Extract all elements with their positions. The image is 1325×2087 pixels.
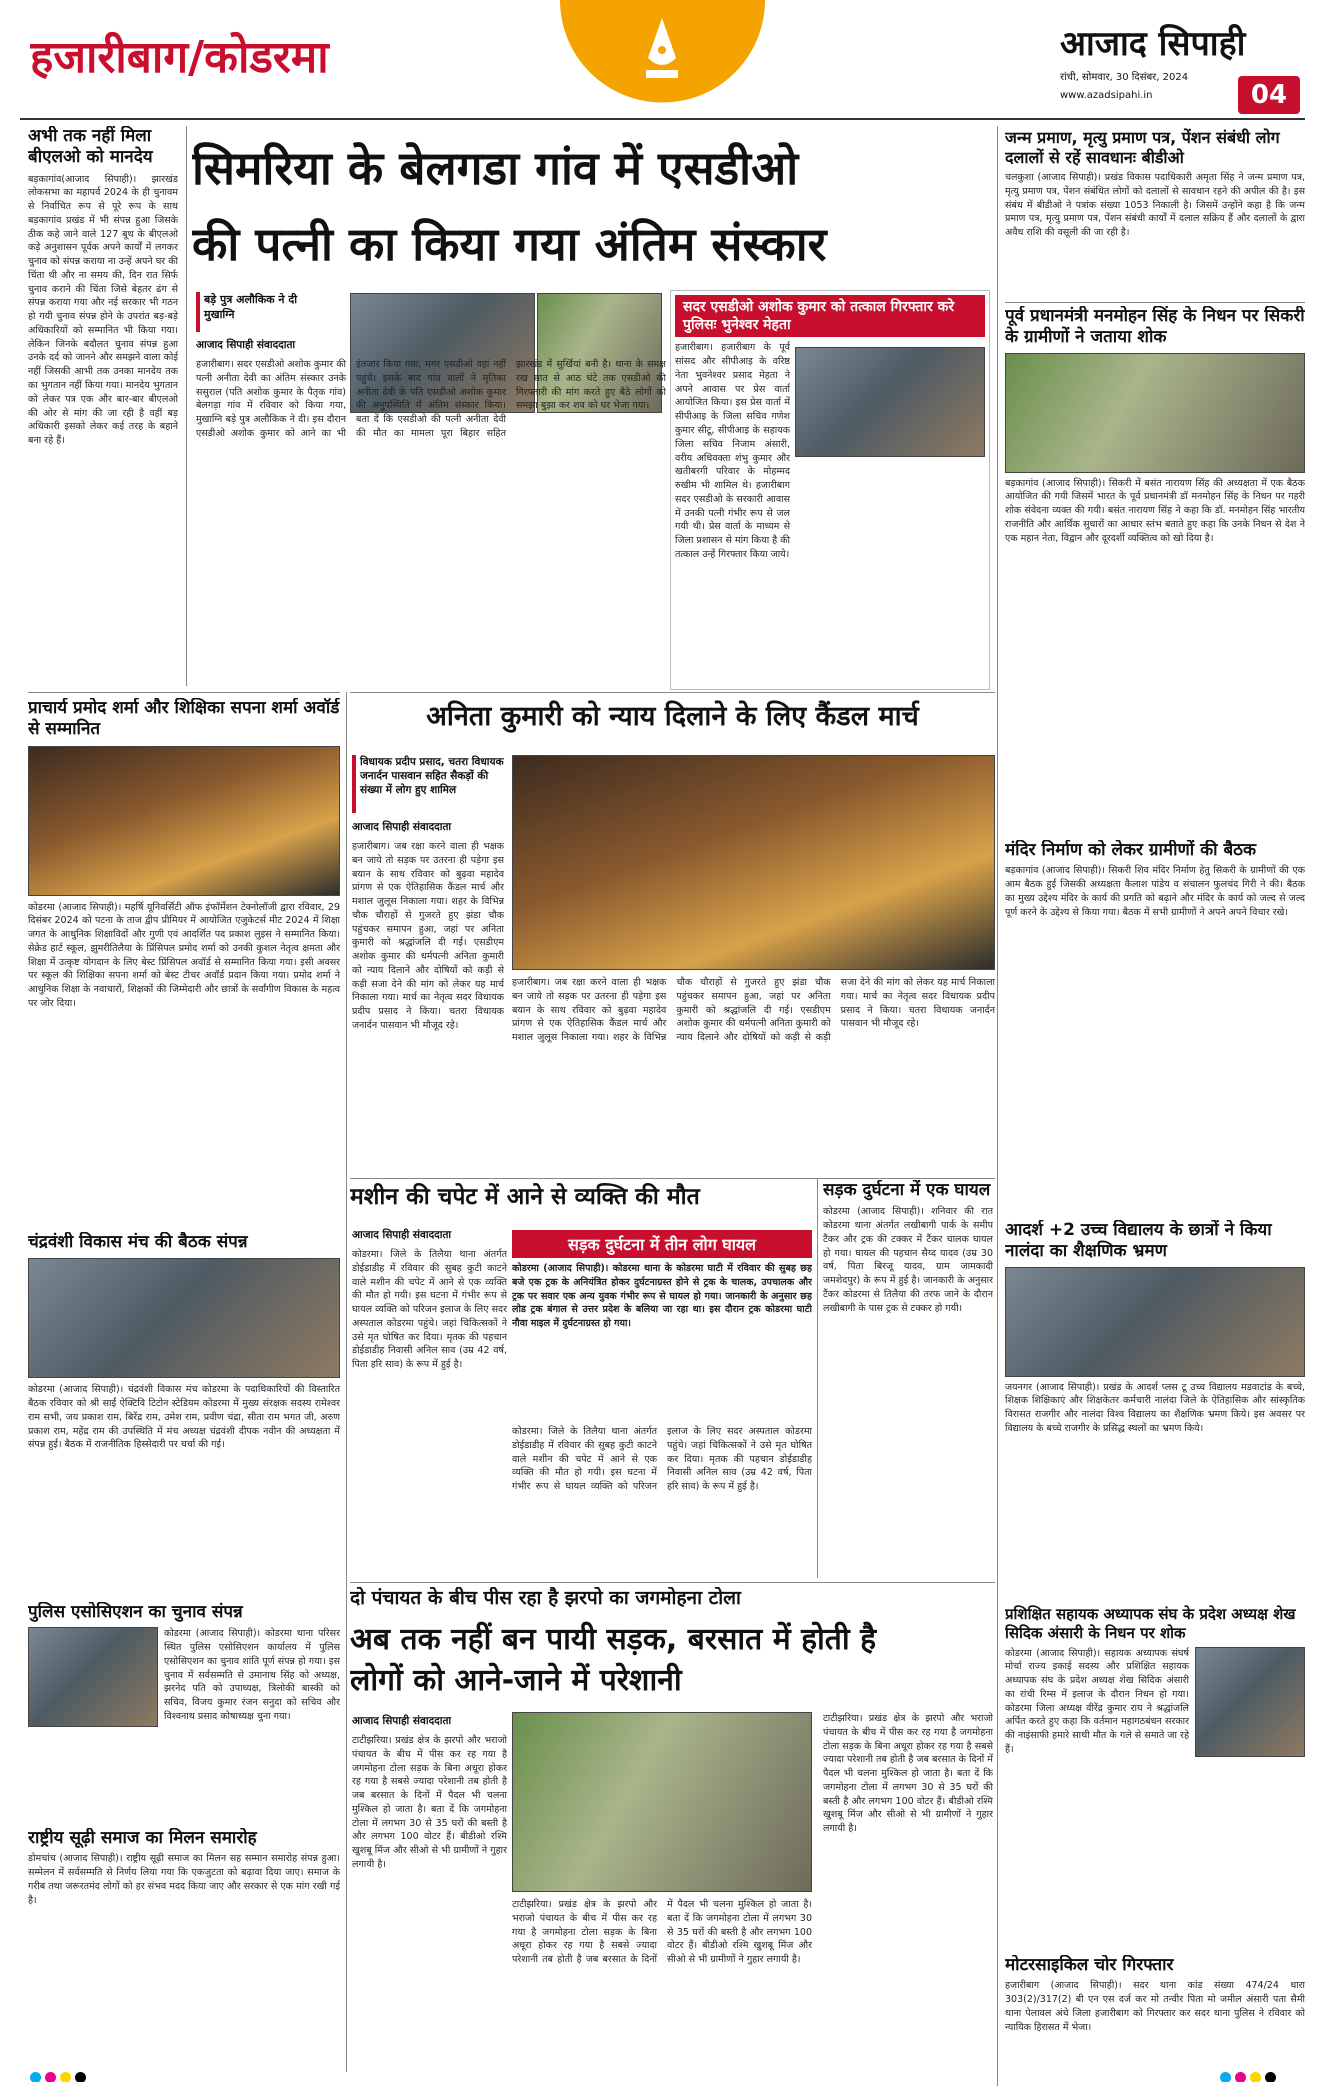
masthead-divider	[20, 118, 1305, 120]
machine-body-cont	[512, 1425, 812, 1578]
lead-body: हजारीबाग। सदर एसडीओ अशोक कुमार की पत्नी अनीता देवी का अंतिम संस्कार उनके ससुराल (पति अशोक कुमार के पैतृक गांव) बेलगड़ा गांव में रविवार को किया गया, मुखाग्नि बड़े पुत्र अलौकिक ने दी। इस दौरान एसडीओ अशोक कुमार को आने का भी इंतजार किया गया, मगर एसडीओ वहां नहीं पहुंचे। इसके बाद गांव वालों ने मृतिका अनीता देवी के पति एसडीओ अशोक कुमार की अनुपस्थिति में अंतिम संस्कार किया। बता दें कि एसडीओ की पत्नी अनीता देवी की मौत का मामला पूरा बिहार सहित झारखंड में सुर्खियां बनी है। थाना के समक्ष रख सात से आठ घंटे तक एसडीओ की गिरफ्तारी की मांग करते हुए बैठे लोगों को समझा बुझा कर शव को घर भेजा गया।	[196, 359, 666, 439]
divider	[350, 1582, 995, 1583]
headline: राष्ट्रीय सूढ़ी समाज का मिलन समारोह	[28, 1828, 257, 1848]
road-body-text: टाटीझरिया। प्रखंड क्षेत्र के झरपो और भराजो पंचायत के बीच में पीस कर रह गया है जगमोहना टोला सड़क के बिना अधूरा होकर रह गया है सबसे ज्यादा परेशानी तब होती है जब बरसात के दिनों में पैदल भी चलना मुश्किल हो जाता है। बता दें कि जगमोहना टोला में लगभग 30 से 35 घरों की बस्ती है और लगभग 100 वोटर हैं। बीडीओ रश्मि खुशबू मिंज और सीओ से भी ग्रामीणों ने गुहार लगायी है।	[823, 1713, 993, 1835]
headline: सड़क दुर्घटना में एक घायल	[823, 1180, 991, 1200]
road-body-text: टाटीझरिया। प्रखंड क्षेत्र के झरपो और भराजो पंचायत के बीच में पीस कर रह गया है जगमोहना टोला सड़क के बिना अधूरा होकर रह गया है सबसे ज्यादा परेशानी तब होती है जब बरसात के दिनों में पैदल भी चलना मुश्किल हो जाता है। बता दें कि जगमोहना टोला में लगभग 30 से 35 घरों की बस्ती है और लगभग 100 वोटर हैं। बीडीओ रश्मि खुशबू मिंज और सीओ से भी ग्रामीणों ने गुहार लगायी है।	[512, 1899, 812, 1966]
road-body-cont	[512, 1898, 812, 2064]
police-association-story	[28, 1602, 340, 1822]
sidebox-headline: सदर एसडीओ अशोक कुमार को तत्काल गिरफ्तार करे पुलिसः भुनेश्वर मेहता	[675, 295, 985, 337]
article-body: बड़कागांव(आजाद सिपाही)। झारखंड लोकसभा का महापर्व 2024 के ही चुनावम से निर्वाचित रूप से पूरे रूप के साथ बड़कागांव प्रखंड में भी संपन्न हुआ जिसके ठीक कहे जाने वाले 127 बूथ के बीएलओ कड़े अनुशासन पूर्वक अपने कार्यों में लगकर चुनाव को संपन्न कराया ना उन्हें अपने घर की चिंता थी और ना समय की, दिन रात सिर्फ चुनाव कराने की चिंता जिसे बेहतर ढंग से संपन्न कराया गया और नई सरकार भी गठन हो गयी चुनाव संपन्न होने के उपरांत बड़-बड़े अधिकारियों को सम्मानित भी किया गया। लेकिन जिनके बदौलत चुनाव संपन्न हुआ उनके दर्द को जानने और समझने वाला कोई नहीं जिसकी आभी तक उनका मानदेय तक का भुगतान नहीं किया गया। मानदेय भुगतान को लेकर पत्र एक और बार-बार बीएलओ की ओर से मांग की जा रही है वहीं बड़ अधिकारी इसको लेकर कई तरह के बहाने बना रहे हैं।	[28, 173, 178, 447]
road-photo	[512, 1712, 812, 1892]
candle-kicker: विधायक प्रदीप प्रसाद, चतरा विधायक जनार्दन पासवान सहित सैकड़ों की संख्या में लोग हुए शामिल	[352, 755, 504, 813]
divider	[350, 692, 995, 693]
lead-kicker: बड़े पुत्र अलौकिक ने दी मुखाग्नि	[196, 292, 326, 332]
article-body: कोडरमा (आजाद सिपाही)। सहायक अध्यापक संघर्ष मोर्चा राज्य इकाई सदस्य और प्रशिक्षित सहायक अध्यापक संघ के प्रदेश अध्यक्ष शेख सिदिक अंसारी का रांची रिम्स में इलाज के दौरान निधन हो गया। कोडरमा जिला अध्यक्ष वीरेंद्र कुमार राय ने श्रद्धांजलि अर्पित करते हुए कहा कि वर्तमान महागठबंधन सरकार की नाइंसाफी हमारे साथी मौत के गले से समाते जा रहे हैं।	[1005, 1647, 1189, 1755]
article-body: बड़कागांव (आजाद सिपाही)। सिकरी शिव मंदिर निर्माण हेतु सिकरी के ग्रामीणों की एक आम बैठक हुई जिसकी अध्यक्षता कैलाश पांडेय व संचालन फुलचंद गिरी ने की। बैठक का मुख्य उद्देश्य मंदिर के कार्य की प्रगति को बढ़ाने और मंदिर के कार्य को जल्द से जल्द पूर्ण करने के उद्देश्य से किया गया। बैठक में सभी ग्रामीणों ने अपने अपने विचार रखे।	[1005, 865, 1305, 918]
headline: आदर्श +2 उच्च विद्यालय के छात्रों ने किया नालंदा का शैक्षणिक भ्रमण	[1005, 1220, 1272, 1262]
pen-nib-logo-icon	[560, 0, 765, 110]
candle-march-photo	[512, 755, 995, 970]
accident2-story	[823, 1180, 993, 1578]
machine-headline: मशीन की चपेट में आने से व्यक्ति की मौत	[350, 1184, 700, 1210]
right-story-3	[1005, 840, 1305, 1215]
headline: मोटरसाइकिल चोर गिरफ्तार	[1005, 1955, 1174, 1975]
redbar-body: कोडरमा (आजाद सिपाही)। कोडरमा थाना के कोडरमा घाटी में रविवार की सुबह छह बजे एक ट्रक के अनियंत्रित होकर दुर्घटनाग्रस्त होने से ट्रक के चालक, उपचालक और ट्रक पर सवार एक अन्य युवक गंभीर रूप से घायल हो गया। जानकारी के अनुसार छह लोड ट्रक बंगाल से उत्तर प्रदेश के बलिया जा रहा था। इस दौरान ट्रक कोडरमा घाटी नौवा माइल में दुर्घटनाग्रस्त हो गया।	[512, 1263, 812, 1330]
divider	[28, 692, 340, 693]
candle-headline: अनिता कुमारी को न्याय दिलाने के लिए कैंडल मार्च	[426, 701, 919, 732]
headline: चंद्रवंशी विकास मंच की बैठक संपन्न	[28, 1232, 248, 1252]
lead-headline-line2: की पत्नी का किया गया अंतिम संस्कार	[192, 217, 827, 271]
paper-name: आजाद सिपाही	[1060, 24, 1246, 64]
website[interactable]: www.azadsipahi.in	[1060, 90, 1153, 101]
article-body: हजारीबाग (आजाद सिपाही)। सदर थाना कांड संख्या 474/24 धारा 303(2)/317(2) बी एन एस दर्ज कर मो तन्वीर पिता मो जमील अंसारी पता सैमी थाना पेलावल अंचे जिला हजारीबाग को गिरफ्तार कर सदर थाना पुलिस ने रविवार को न्यायिक हिरासत में भेजा।	[1005, 1980, 1305, 2033]
divider	[350, 1178, 995, 1179]
headline: जन्म प्रमाण, मृत्यु प्रमाण पत्र, पेंशन संबंधी लोग दलालों से रहें सावधानः बीडीओ	[1005, 128, 1280, 167]
chandravanshi-story	[28, 1232, 340, 1597]
article-body: कोडरमा (आजाद सिपाही)। कोडरमा थाना परिसर स्थित पुलिस एसोसिएशन कार्यालय में पुलिस एसोसिएशन का चुनाव शांति पूर्ण संपन्न हो गया। इस चुनाव में सर्वसम्मति से उमानाथ सिंह को अध्यक्ष, झरनेद पति को उपाध्यक्ष, त्रिलोकी बास्की को सचिव, विजय कुमार रंजन सनुदा को सचिव और विश्वनाथ प्रसाद कोषाध्यक्ष चुना गया।	[164, 1628, 340, 1722]
article-body: डोमचांच (आजाद सिपाही)। राष्ट्रीय सूढ़ी समाज का मिलन सह सम्मान समारोह संपन्न हुआ। सम्मेलन में सर्वसम्मति से निर्णय लिया गया कि एकजुटता को बढ़ावा दिया जाए। समाज के गरीब तथा जरूरतमंद लोगों को हर संभव मदद किया जाए और सरकार से एक मांग रखी गई है।	[28, 1853, 340, 1906]
sidebox	[670, 290, 990, 690]
right-story-5	[1005, 1605, 1305, 1950]
right-story-6	[1005, 1955, 1305, 2060]
sidebox-body: हजारीबाग। हजारीबाग के पूर्व सांसद और सीपीआइ के वरिष्ठ नेता भुवनेश्वर प्रसाद मेहता ने अपने आवास पर प्रेस वार्ता आयोजित किया। इस प्रेस वार्ता में सीपीआइ के जिला सचिव गणेश कुमार सीटू, सीपीआइ के सहायक जिला सचिव निजाम अंसारी, वरीय अधिवक्ता शंभु कुमार और खतीबरगी परिवार के मोहम्मद रुखीम भी शामिल थे। हजारीबाग सदर एसडीओ के सरकारी आवास में उनकी पत्नी गंभीर रूप से जल गयी थी। प्रेस वार्ता के माध्यम से जिला प्रशासन से मांग किया है की तत्काल उन्हें गिरफ्तार किया जाये।	[675, 342, 790, 560]
right-story-1	[1005, 128, 1305, 300]
column-divider	[817, 1178, 818, 1578]
divider	[1005, 302, 1305, 303]
road-byline: आजाद सिपाही संवाददाता	[352, 1715, 452, 1727]
color-registration-dots	[30, 2068, 130, 2082]
right-story-4	[1005, 1220, 1305, 1600]
police-photo	[28, 1627, 158, 1727]
left-column	[28, 126, 178, 686]
redbar-headline: सड़क दुर्घटना में तीन लोग घायल	[512, 1230, 812, 1258]
road-headline: अब तक नहीं बन पायी सड़क, बरसात में होती है लोगों को आने-जाने में परेशानी	[350, 1622, 877, 1698]
lead-headline	[192, 130, 992, 290]
candle-body-cont	[512, 976, 995, 1172]
road-body-col3	[823, 1712, 993, 2064]
portrait-photo	[1195, 1647, 1305, 1757]
road-body: टाटीझरिया। प्रखंड क्षेत्र के झरपो और भराजो पंचायत के बीच में पीस कर रह गया है जगमोहना टोला सड़क के बिना अधूरा होकर रह गया है सबसे ज्यादा परेशानी तब होती है जब बरसात के दिनों में पैदल भी चलना मुश्किल हो जाता है। बता दें कि जगमोहना टोला में लगभग 30 से 35 घरों की बस्ती है और लगभग 100 वोटर हैं। बीडीओ रश्मि खुशबू मिंज और सीओ से भी ग्रामीणों ने गुहार लगायी है।	[352, 1735, 507, 1870]
machine-body: कोडरमा। जिले के तिलैया थाना अंतर्गत डोईडाडीह में रविवार की सुबह कुटी काटने वाले मशीन की चपेट में आने से एक व्यक्ति की मौत हो गयी। इस घटना में गंभीर रूप से घायल व्यक्ति को परिजन इलाज के लिए सदर अस्पताल कोडरमा पहुंचे। जहां चिकित्सकों ने उसे मृत घोषित कर दिया। मृतक की पहचान डोईडाडीह निवासी अनिल साव (उम्र 42 वर्ष, पिता हरि साव) के रूप में हुई है।	[352, 1249, 507, 1371]
lead-byline: आजाद सिपाही संवाददाता	[196, 339, 296, 351]
dateline: रांची, सोमवार, 30 दिसंबर, 2024	[1060, 72, 1189, 83]
article-body: जयनगर (आजाद सिपाही)। प्रखंड के आदर्श प्लस टू उच्च विद्यालय मडवाटांड के बच्चे, शिक्षक शिक्षिकाएं और शिक्षकेतर कर्मचारी नालंदा जिले के ऐतिहासिक और सांस्कृतिक विरासत राजगीर और नालंदा विश्व विद्यालय का शैक्षणिक भ्रमण किये। इस अवसर पर विद्यालय के बच्चे राजगीर के प्रसिद्ध स्थलों का भ्रमण किये।	[1005, 1381, 1305, 1434]
headline: मंदिर निर्माण को लेकर ग्रामीणों की बैठक	[1005, 840, 1257, 860]
candle-byline: आजाद सिपाही संवाददाता	[352, 821, 452, 833]
color-registration-dots	[1220, 2068, 1320, 2082]
condolence-meeting-photo	[1005, 353, 1305, 473]
page-number: 04	[1238, 76, 1300, 114]
headline: प्रशिक्षित सहायक अध्यापक संघ के प्रदेश अध्यक्ष शेख सिदिक अंसारी के निधन पर शोक	[1005, 1605, 1296, 1642]
headline: पूर्व प्रधानमंत्री मनमोहन सिंह के निधन पर सिकरी के ग्रामीणों ने जताया शोक	[1005, 306, 1305, 348]
sudhi-samaj-story	[28, 1828, 340, 2063]
column-divider	[346, 692, 347, 2072]
candle-body-text: हजारीबाग। जब रक्षा करने वाला ही भक्षक बन जाये तो सड़क पर उतरना ही पड़ेगा इस बयान के साथ रविवार को बुढ़वा महादेव प्रांगण से एक ऐतिहासिक कैंडल मार्च और मशाल जुलूस निकाला गया। शहर के विभिन्न चौक चौराहों से गुजरते हुए झंडा चौक पहुंचकर समापन हुआ, जहां पर अनिता कुमारी को श्रद्धांजलि दी गई। एसडीएम अशोक कुमार की धर्मपत्नी अनिता कुमारी को न्याय दिलाने और दोषियों को कड़ी से कड़ी सजा देने की मांग को लेकर यह मार्च निकाला गया। मार्च का नेतृत्व सदर विधायक प्रदीप प्रसाद ने किया। चतरा विधायक जनार्दन पासवान भी मौजूद रहे।	[512, 977, 995, 1044]
headline: पुलिस एसोसिएशन का चुनाव संपन्न	[28, 1602, 243, 1622]
article-body: कोडरमा (आजाद सिपाही)। शनिवार की रात कोडरमा थाना अंतर्गत लखीबागी पार्क के समीप टैंकर और ट्रक की टक्कर में टैंकर चालक घायल हो गया। घायल की पहचान सैय्द यादव (उम्र 30 वर्ष, पिता बिरजू यादव, ग्राम जामकादी जमशेदपुर) के रूप में हुई है। जानकारी के अनुसार टैंकर कोडरमा से तिलैया की तरफ जाने के दौरान लखीबागी के पास ट्रक से टक्कर हो गयी।	[823, 1206, 993, 1314]
award-photo	[28, 746, 340, 896]
meeting-photo	[28, 1258, 340, 1378]
masthead	[0, 0, 1325, 120]
road-kicker: दो पंचायत के बीच पीस रहा है झरपो का जगमोहना टोला	[350, 1587, 741, 1609]
right-story-2	[1005, 306, 1305, 836]
article-body: बड़कागांव (आजाद सिपाही)। सिकरी में बसंत नारायण सिंह की अध्यक्षता में एक बैठक आयोजित की गयी जिसमें भारत के पूर्व प्रधानमंत्री डॉ मनमोहन सिंह के निधन पर गहरी शोक संवेदना व्यक्त की गयी। बसंत नारायण सिंह ने कहा कि डॉ. मनमोहन सिंह भारतीय राजनीति और आर्थिक सुधारों का आधार स्तंभ बताते हुए कहा कि उनके निधन से देश ने एक महान नेता, विद्वान और दूरदर्शी व्यक्तित्व को खो दिया है।	[1005, 477, 1305, 544]
headline: अभी तक नहीं मिला बीएलओ को मानदेय	[28, 126, 153, 168]
redbar-box	[512, 1230, 812, 1420]
column-divider	[186, 126, 187, 686]
headline: प्राचार्य प्रमोद शर्मा और शिक्षिका सपना शर्मा अवॉर्ड से सम्मानित	[28, 698, 340, 740]
article-body: चलकुशा (आजाद सिपाही)। प्रखंड विकास पदाधिकारी अमृता सिंह ने जन्म प्रमाण पत्र, मृत्यु प्रमाण पत्र, पेंशन संबंधित लोगों को दलालों से सावधान रहने की अपील की है। इस संबंध में बीडीओ ने पत्रांक संख्या 1053 निकाली है। जिसमें उन्होंने कहा है कि जन्म प्रमाण पत्र, मृत्यु प्रमाण पत्र, पेंशन संबंधी कार्यों में दलाल सक्रिय हैं और दलालों के द्वारा अवैध राशि की वसूली की जा रही है।	[1005, 172, 1305, 239]
article-body: कोडरमा (आजाद सिपाही)। चंद्रवंशी विकास मंच कोडरमा के पदाधिकारियों की विस्तारित बैठक रविवार को श्री साईं ऐक्टिवि टिटोन स्टेडियम कोडरमा में मुख्य संरक्षक सदस्य रामेश्वर राम सभी, जय प्रकाश राम, बिरेंद्र राम, उमेश राम, प्रवीण चंद्रा, सीता राम भगत जी, अरुण प्रकाश राम, महेंद्र राम की उपस्थिति में मंच अध्यक्ष चंद्रवंशी दीपक नवीन की अध्यक्षता में संपन्न हुई। बैठक में राजनीतिक हिस्सेदारी पर चर्चा की गई।	[28, 1384, 340, 1451]
section-title: हजारीबाग/कोडरमा	[30, 32, 329, 83]
press-conference-photo	[795, 347, 985, 457]
lead-headline-line1: सिमरिया के बेलगडा गांव में एसडीओ	[192, 141, 799, 195]
column-divider	[997, 126, 998, 2086]
machine-body-text: कोडरमा। जिले के तिलैया थाना अंतर्गत डोईडाडीह में रविवार की सुबह कुटी काटने वाले मशीन की चपेट में आने से एक व्यक्ति की मौत हो गयी। इस घटना में गंभीर रूप से घायल व्यक्ति को परिजन इलाज के लिए सदर अस्पताल कोडरमा पहुंचे। जहां चिकित्सकों ने उसे मृत घोषित कर दिया। मृतक की पहचान डोईडाडीह निवासी अनिल साव (उम्र 42 वर्ष, पिता हरि साव) के रूप में हुई है।	[512, 1426, 812, 1493]
candle-body: हजारीबाग। जब रक्षा करने वाला ही भक्षक बन जाये तो सड़क पर उतरना ही पड़ेगा इस बयान के साथ रविवार को बुढ़वा महादेव प्रांगण से एक ऐतिहासिक कैंडल मार्च और मशाल जुलूस निकाला गया। शहर के विभिन्न चौक चौराहों से गुजरते हुए झंडा चौक पहुंचकर समापन हुआ, जहां पर अनिता कुमारी को श्रद्धांजलि दी गई। एसडीएम अशोक कुमार की धर्मपत्नी अनिता कुमारी को न्याय दिलाने और दोषियों को कड़ी से कड़ी सजा देने की मांग को लेकर यह मार्च निकाला गया। मार्च का नेतृत्व सदर विधायक प्रदीप प्रसाद ने किया। चतरा विधायक जनार्दन पासवान भी मौजूद रहे।	[352, 841, 504, 1031]
article-body: कोडरमा (आजाद सिपाही)। महर्षि यूनिवर्सिटी ऑफ इंफॉर्मेशन टेक्नोलॉजी द्वारा रविवार, 29 दिसंबर 2024 को पटना के ताज द्वीप प्रीमियर में आयोजित एजुकेटर्स मीट 2024 में शिक्षा जगत के आधुनिक शिक्षाविदों और गुणी एवं आदर्शित पद प्रकाश लुइस ने सम्मानित किया। सेक्रेड हार्ट स्कूल, झुमरीतिलैया के प्रिंसिपल प्रमोद शर्मा को उनकी कुशल नेतृत्व क्षमता और शिक्षा में उत्कृष्ट योगदान के लिए बेस्ट प्रिंसिपल अवॉर्ड से सम्मानित किया गया। इसी अवसर पर स्कूल की शिक्षिका सपना शर्मा को बेस्ट टीचर अवॉर्ड प्रदान किया गया। प्रमोद शर्मा ने आधुनिक शिक्षा के नवाचारों, शिक्षकों की जिम्मेदारी और छात्रों के सर्वांगीण विकास के महत्व पर जोर दिया।	[28, 901, 340, 1009]
school-trip-photo	[1005, 1267, 1305, 1377]
award-story	[28, 698, 340, 1228]
machine-byline: आजाद सिपाही संवाददाता	[352, 1229, 452, 1241]
